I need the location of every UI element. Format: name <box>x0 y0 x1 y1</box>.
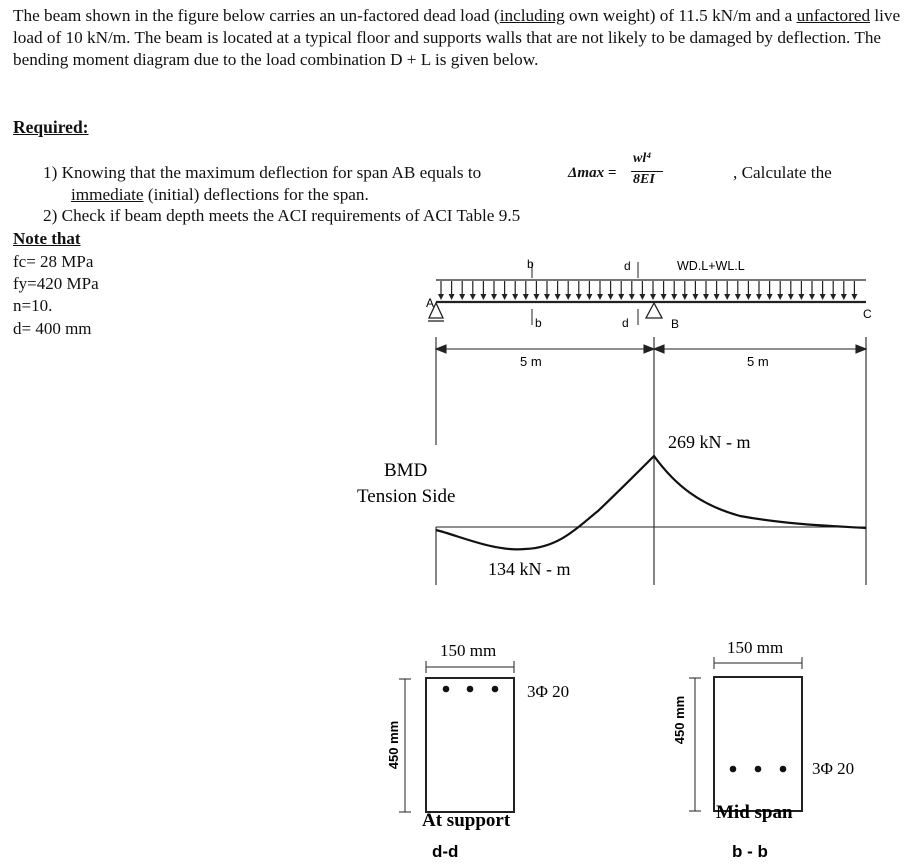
section-d-bottom: d <box>622 316 629 330</box>
bmd-positive-moment: 134 kN - m <box>488 559 571 579</box>
load-arrow-head <box>671 294 677 300</box>
delta-max-label: Δmax = <box>568 165 617 181</box>
note-d: d= 400 mm <box>13 319 92 338</box>
load-arrow-head <box>703 294 709 300</box>
required-heading: Required: <box>13 117 89 137</box>
load-arrow-head <box>767 294 773 300</box>
load-arrow-head <box>533 294 539 300</box>
load-arrow-head <box>788 294 794 300</box>
load-arrow-head <box>480 294 486 300</box>
load-arrow-head <box>777 294 783 300</box>
required-item-2: 2) Check if beam depth meets the ACI requirements of ACI Table 9.5 <box>43 206 521 225</box>
intro-underline-unfactored: unfactored <box>796 6 871 25</box>
load-arrow-head <box>608 294 614 300</box>
load-arrow-head <box>459 294 465 300</box>
load-arrow-head <box>735 294 741 300</box>
required-item-1-end: , Calculate the <box>733 163 832 182</box>
load-arrow-head <box>639 294 645 300</box>
bmd-subtitle: Tension Side <box>357 486 456 507</box>
load-arrow-head <box>491 294 497 300</box>
load-arrow-head <box>798 294 804 300</box>
section-midspan <box>672 638 854 861</box>
support-bars-label: 3Φ 20 <box>527 682 570 701</box>
note-fy: fy=420 MPa <box>13 274 99 293</box>
section-b-bottom: b <box>535 316 542 330</box>
load-arrow-head <box>724 294 730 300</box>
load-arrow-head <box>449 294 455 300</box>
load-arrow-head <box>618 294 624 300</box>
required-item-1: 1) Knowing that the maximum deflection for span AB equals to <box>43 163 482 182</box>
load-arrow-head <box>820 294 826 300</box>
intro-text-3: live load of 10 kN/m. The beam is located at a typical floor and supports walls that are not likely to be damaged by deflection. The bending moment diagram due to the load combination D + L is given below. <box>13 6 901 69</box>
bmd-title: BMD <box>384 460 428 481</box>
bmd-negative-moment: 269 kN - m <box>668 432 751 452</box>
distributed-load <box>436 280 866 300</box>
load-arrow-head <box>576 294 582 300</box>
load-arrow-head <box>851 294 857 300</box>
section-b-top: b <box>527 257 534 271</box>
load-arrow-head <box>809 294 815 300</box>
section-d-top: d <box>624 259 631 273</box>
load-arrow-head <box>629 294 635 300</box>
required-item-1-line2-text: (initial) deflections for the span. <box>143 185 369 204</box>
label-b: B <box>671 317 680 331</box>
support-height-label: 450 mm <box>386 720 401 770</box>
note-n: n=10. <box>13 296 53 315</box>
load-arrow-head <box>650 294 656 300</box>
load-arrow-head <box>714 294 720 300</box>
load-arrow-head <box>756 294 762 300</box>
load-label: WD.L+WL.L <box>677 259 745 273</box>
span-right-dim: 5 m <box>747 354 769 369</box>
midspan-bars-label: 3Φ 20 <box>812 759 855 778</box>
midspan-caption: Mid span <box>716 802 793 823</box>
formula-denominator: 8EI <box>633 172 655 187</box>
load-arrow-head <box>565 294 571 300</box>
label-a: A <box>426 296 435 310</box>
span-left-dim: 5 m <box>520 354 542 369</box>
load-arrow-head <box>438 294 444 300</box>
load-arrow-head <box>692 294 698 300</box>
load-arrow-head <box>544 294 550 300</box>
load-arrow-head <box>512 294 518 300</box>
intro-text-1: The beam shown in the figure below carries an un-factored dead load ( <box>13 6 500 25</box>
support-cut-label: d-d <box>432 842 459 861</box>
load-arrow-head <box>745 294 751 300</box>
intro-underline-including: including <box>499 6 565 25</box>
load-arrow-head <box>502 294 508 300</box>
load-arrow-head <box>661 294 667 300</box>
note-fc: fc= 28 MPa <box>13 252 94 271</box>
load-arrow-head <box>682 294 688 300</box>
section-support <box>386 641 569 861</box>
load-arrow-head <box>555 294 561 300</box>
note-heading: Note that <box>13 229 81 248</box>
load-arrow-head <box>470 294 476 300</box>
intro-text-2: own weight) of 11.5 kN/m and a <box>564 6 797 25</box>
load-arrow-head <box>841 294 847 300</box>
support-b <box>646 303 662 318</box>
load-arrow-head <box>586 294 592 300</box>
label-c: C <box>863 307 872 321</box>
immediate-underlined: immediate <box>71 185 144 204</box>
support-caption: At support <box>422 810 511 831</box>
load-arrow-head <box>523 294 529 300</box>
support-width-label: 150 mm <box>440 641 497 660</box>
load-arrow-head <box>830 294 836 300</box>
midspan-cut-label: b - b <box>732 842 768 861</box>
midspan-width-label: 150 mm <box>727 638 784 657</box>
midspan-height-label: 450 mm <box>672 695 687 745</box>
bmd-curve <box>436 456 866 549</box>
load-arrow-head <box>597 294 603 300</box>
formula-numerator: wl⁴ <box>633 151 652 166</box>
